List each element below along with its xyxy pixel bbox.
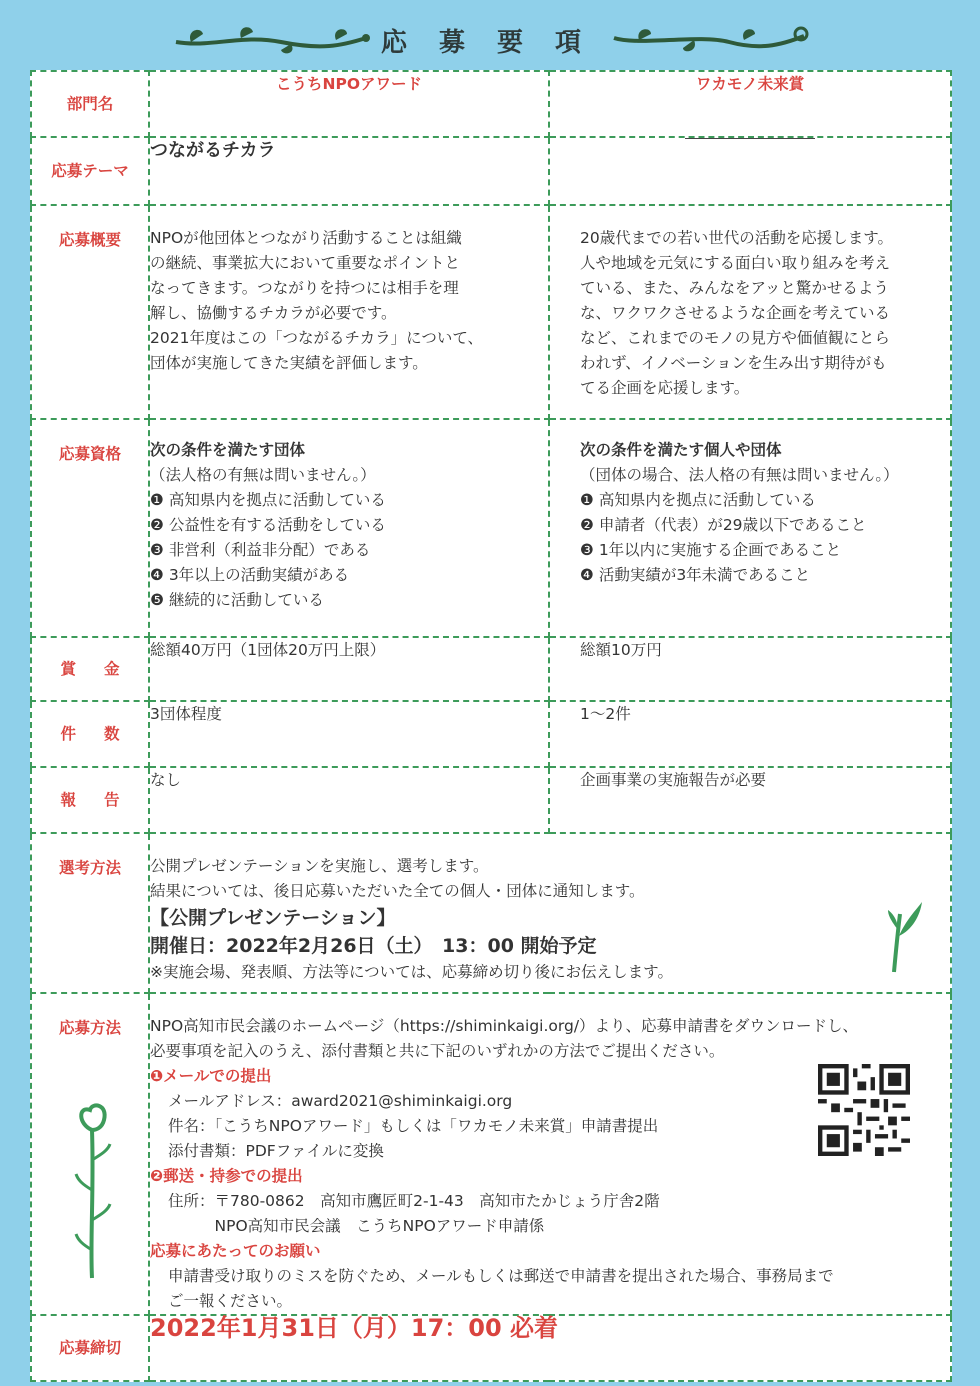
row-report bbox=[31, 767, 951, 833]
row-summary bbox=[31, 205, 951, 419]
label-prize: 賞金 bbox=[31, 637, 149, 701]
row-eligibility bbox=[31, 419, 951, 637]
count-wakamono: 1～2件 bbox=[549, 701, 951, 767]
summary-wakamono: 20歳代までの若い世代の活動を応援します。 人や地域を元気にする面白い取り組みを考え ている、また、みんなをアッと驚かせるよう な、ワクワクさせるような企画を考えている など、これまでのモノの見方や価値観にとら われず、イノベーションを生み出す期待がも てる企画を応援します。 bbox=[549, 205, 951, 419]
sprout-icon bbox=[886, 900, 926, 974]
prize-npo: 総額40万円（1団体20万円上限） bbox=[149, 637, 549, 701]
vine-right-icon bbox=[609, 20, 809, 60]
report-wakamono: 企画事業の実施報告が必要 bbox=[549, 767, 951, 833]
division-npo: こうちNPOアワード bbox=[149, 71, 549, 137]
division-wakamono: ワカモノ未来賞 bbox=[549, 71, 951, 137]
label-eligibility: 応募資格 bbox=[31, 419, 149, 637]
requirements-table bbox=[30, 70, 952, 1382]
empty-dash bbox=[685, 138, 815, 139]
eligibility-npo: 次の条件を満たす団体 （法人格の有無は問いません。） ❶ 高知県内を拠点に活動している ❷ 公益性を有する活動をしている ❸ 非営利（利益非分配）である ❹ 3年以上の活動実績がある ❺ 継続的に活動している bbox=[149, 419, 549, 637]
label-theme: 応募テーマ bbox=[31, 137, 149, 205]
label-deadline: 応募締切 bbox=[31, 1315, 149, 1381]
qr-code-icon[interactable] bbox=[818, 1064, 910, 1156]
label-selection: 選考方法 bbox=[31, 833, 149, 993]
row-prize bbox=[31, 637, 951, 701]
vine-left-icon bbox=[171, 20, 371, 60]
theme-npo: つながるチカラ bbox=[149, 137, 549, 205]
row-method bbox=[31, 993, 951, 1315]
count-npo: 3団体程度 bbox=[149, 701, 549, 767]
prize-wakamono: 総額10万円 bbox=[549, 637, 951, 701]
label-division: 部門名 bbox=[31, 71, 149, 137]
label-summary: 応募概要 bbox=[31, 205, 149, 419]
deadline-value: 2022年1月31日（月）17：00 必着 bbox=[149, 1315, 951, 1381]
summary-npo: NPOが他団体とつながり活動することは組織 の継続、事業拡大において重要なポイントと なってきます。つながりを持つには相手を理 解し、協働するチカラが必要です。 2021年度はこの「つながるチカラ」について、 団体が実施してきた実績を評価します。 bbox=[149, 205, 549, 419]
eligibility-wakamono: 次の条件を満たす個人や団体 （団体の場合、法人格の有無は問いません。） ❶ 高知県内を拠点に活動している ❷ 申請者（代表）が29歳以下であること ❸ 1年以内に実施する企画であること ❹ 活動実績が3年未満であること bbox=[549, 419, 951, 637]
label-method: 応募方法 bbox=[31, 993, 149, 1315]
selection-content: 公開プレゼンテーションを実施し、選考します。 結果については、後日応募いただいた全ての個人・団体に通知します。 【公開プレゼンテーション】 開催日：2022年2月26日（土） 13：00 開始予定 ※実施会場、発表順、方法等については、応募締め切り後にお伝えします。 bbox=[149, 833, 951, 993]
row-theme bbox=[31, 137, 951, 205]
theme-wakamono bbox=[549, 137, 951, 205]
row-deadline bbox=[31, 1315, 951, 1381]
application-sheet bbox=[30, 0, 950, 1386]
method-content: NPO高知市民会議のホームページ（https://shiminkaigi.org/）より、応募申請書をダウンロードし、 必要事項を記入のうえ、添付書類と共に下記のいずれかの方法でご提出ください。 ❶メールでの提出 メールアドレス：award2021@shiminkaigi.org 件名：「こうちNPOアワード」もしくは「ワカモノ未来賞」申請書提出 添付書類：PDFファイルに変換 ❷郵送・持参での提出 住所：〒780-0862 高知市鷹匠町2-1-43 高知市たかじょう庁舎2階 NPO高知市民会議 こうちNPOアワード申請係 応募にあたってのお願い 申請書受け取りのミスを防ぐため、メールもしくは郵送で申請書を提出された場合、事務局まで ご一報ください。 bbox=[149, 993, 951, 1315]
row-division bbox=[31, 71, 951, 137]
flower-stem-icon bbox=[68, 1100, 118, 1280]
report-npo: なし bbox=[149, 767, 549, 833]
page-title: 応 募 要 項 bbox=[380, 27, 600, 58]
label-report: 報告 bbox=[31, 767, 149, 833]
row-count bbox=[31, 701, 951, 767]
label-count: 件数 bbox=[31, 701, 149, 767]
row-selection bbox=[31, 833, 951, 993]
title-bar bbox=[30, 14, 950, 66]
